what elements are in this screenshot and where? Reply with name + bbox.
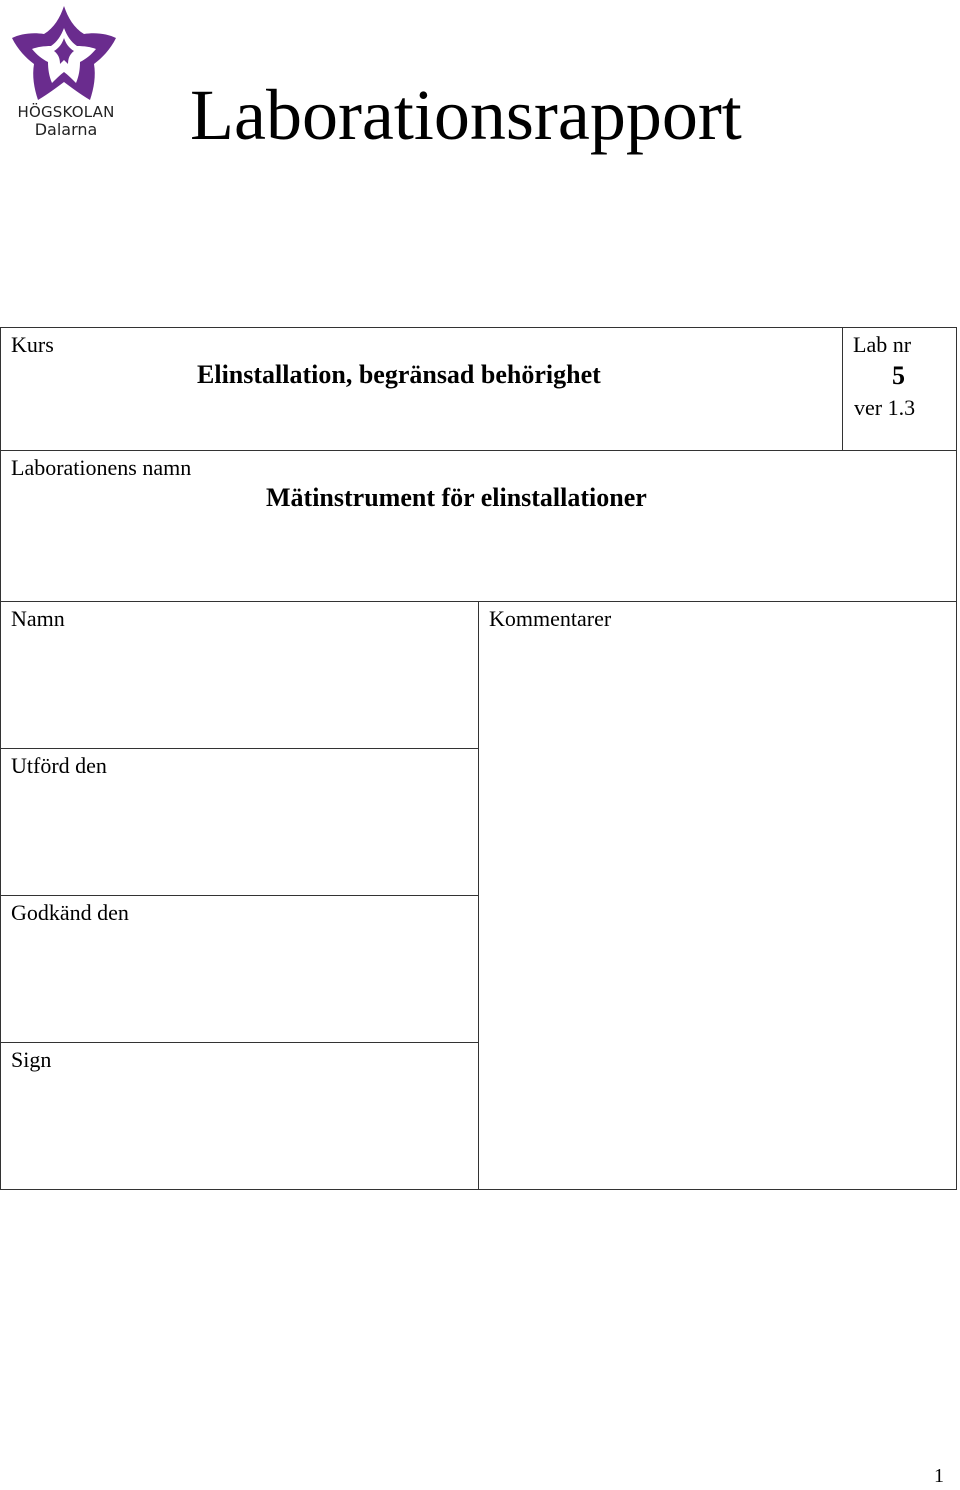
comments-field[interactable] bbox=[478, 601, 957, 1190]
lab-name-label: Laborationens namn bbox=[11, 455, 192, 480]
sign-label: Sign bbox=[11, 1047, 52, 1072]
lab-name: Mätinstrument för elinstallationer bbox=[266, 483, 647, 512]
lab-number: 5 bbox=[892, 361, 905, 390]
approved-date-field[interactable] bbox=[0, 895, 480, 1044]
page-number: 1 bbox=[934, 1465, 944, 1487]
performed-date-field[interactable] bbox=[0, 748, 480, 897]
flower-star-icon bbox=[10, 4, 118, 104]
hogskolan-dalarna-logo bbox=[8, 4, 124, 144]
lab-number-label: Lab nr bbox=[853, 332, 912, 357]
course-label: Kurs bbox=[11, 332, 54, 357]
sign-field[interactable] bbox=[0, 1042, 480, 1190]
logo-line-dalarna: Dalarna bbox=[34, 120, 98, 139]
name-label: Namn bbox=[11, 606, 65, 631]
lab-name-cell bbox=[0, 450, 957, 603]
page-title: Laborationsrapport bbox=[190, 75, 742, 155]
approved-date-label: Godkänd den bbox=[11, 900, 129, 925]
course-cell bbox=[0, 327, 844, 452]
name-field[interactable] bbox=[0, 601, 480, 750]
comments-label: Kommentarer bbox=[489, 606, 612, 631]
course-name: Elinstallation, begränsad behörighet bbox=[197, 360, 601, 389]
lab-version: ver 1.3 bbox=[854, 395, 916, 420]
performed-date-label: Utförd den bbox=[11, 753, 107, 778]
lab-number-cell bbox=[842, 327, 957, 452]
logo-line-hogskolan: HÖGSKOLAN bbox=[17, 103, 115, 121]
